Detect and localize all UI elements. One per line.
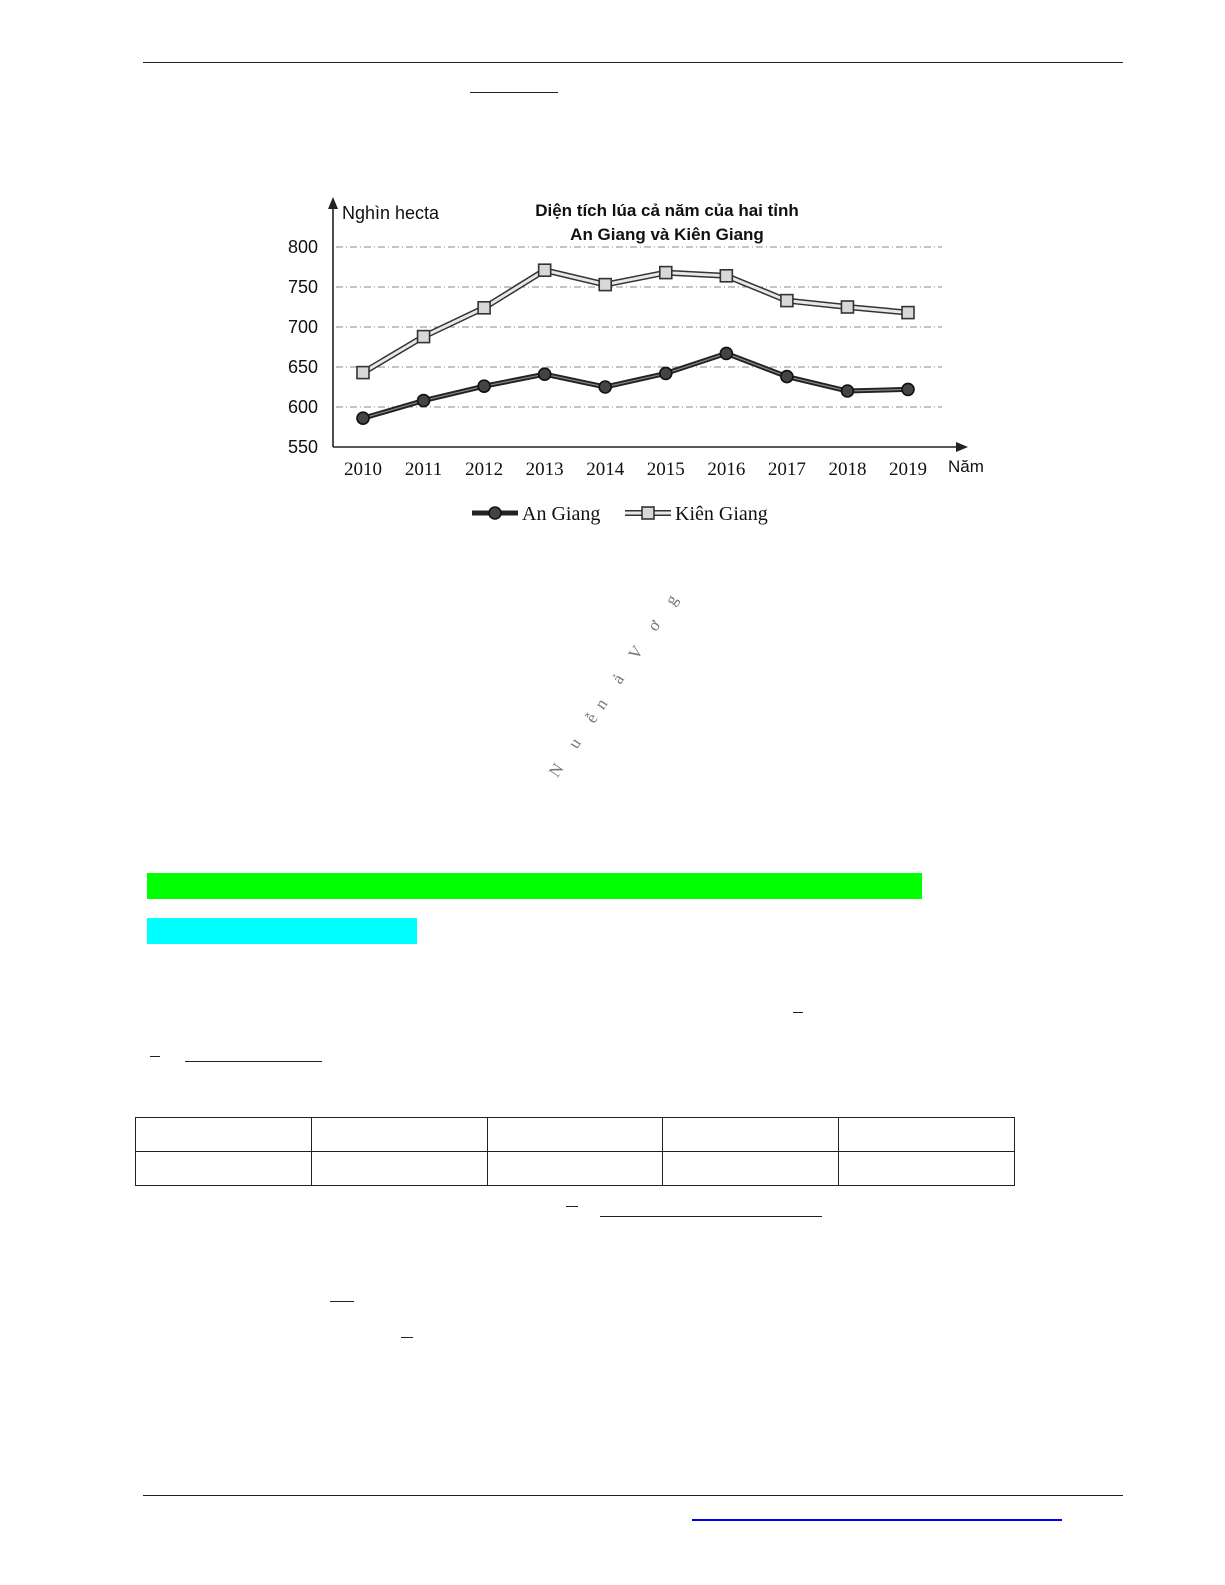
highlight-bar-cyan: [147, 918, 417, 944]
table-cell: [311, 1118, 487, 1152]
data-point: [841, 385, 853, 397]
legend-label: Kiên Giang: [675, 503, 768, 525]
blank-underline: [185, 1061, 322, 1062]
footer-link-underline[interactable]: [692, 1519, 1062, 1521]
legend-label: An Giang: [522, 503, 601, 525]
chart-subtitle: An Giang và Kiên Giang: [570, 225, 764, 244]
x-axis-arrow: [956, 442, 968, 452]
header-rule: [143, 62, 1123, 63]
data-point: [478, 302, 490, 314]
y-tick-label: 600: [287, 397, 318, 417]
data-point: [720, 270, 732, 282]
table-row: [136, 1118, 1015, 1152]
x-tick-label: 2012: [465, 459, 504, 480]
data-point: [418, 331, 430, 343]
data-point: [902, 383, 914, 395]
blank-underline: [600, 1216, 822, 1217]
y-tick-label: 650: [287, 357, 318, 377]
data-point: [599, 279, 611, 291]
data-point: [539, 368, 551, 380]
y-axis-label: Nghìn hecta: [342, 203, 440, 223]
series-line: [363, 270, 908, 372]
fraction-bar: [793, 1012, 803, 1013]
x-tick-label: 2016: [707, 459, 746, 480]
legend-marker: [642, 507, 654, 519]
fraction-bar: [401, 1337, 413, 1338]
data-point: [720, 347, 732, 359]
highlight-bar-green: [147, 873, 922, 899]
table-cell: [487, 1152, 663, 1186]
x-tick-label: 2013: [525, 459, 564, 480]
data-point: [418, 395, 430, 407]
x-tick-label: 2019: [889, 459, 927, 480]
series-line-inner: [363, 353, 908, 418]
table-cell: [136, 1118, 312, 1152]
data-table: [135, 1117, 1015, 1186]
x-axis-label: Năm: [948, 457, 984, 476]
table-cell: [839, 1118, 1015, 1152]
data-point: [781, 371, 793, 383]
data-point: [357, 367, 369, 379]
footer-rule: [143, 1495, 1123, 1496]
y-tick-label: 550: [287, 437, 318, 457]
table-cell: [839, 1152, 1015, 1186]
fraction-bar: [330, 1301, 354, 1302]
x-tick-label: 2017: [767, 459, 806, 480]
fraction-bar: [566, 1206, 578, 1207]
x-tick-label: 2018: [828, 459, 867, 480]
y-axis-arrow: [328, 197, 338, 209]
grid-lines: [336, 247, 942, 407]
y-tick-label: 700: [287, 317, 318, 337]
y-tick-label: 750: [287, 277, 318, 297]
legend: [472, 503, 768, 525]
x-tick-label: 2010: [344, 459, 382, 480]
y-tick-label: 800: [287, 237, 318, 257]
table-row: [136, 1152, 1015, 1186]
table-cell: [311, 1152, 487, 1186]
data-point: [841, 301, 853, 313]
data-point: [902, 307, 914, 319]
series-line-outline: [363, 270, 908, 372]
legend-marker: [489, 507, 501, 519]
data-point: [660, 367, 672, 379]
data-point: [660, 267, 672, 279]
x-tick-label: 2011: [404, 459, 443, 480]
x-tick-labels: [344, 459, 927, 480]
x-tick-label: 2014: [586, 459, 625, 480]
table-cell: [663, 1152, 839, 1186]
fraction-bar: [150, 1056, 160, 1057]
watermark-text: N u ễn ả V ơ g: [545, 583, 687, 781]
line-chart: [270, 185, 1000, 540]
data-point: [478, 380, 490, 392]
table-cell: [663, 1118, 839, 1152]
data-point: [781, 295, 793, 307]
series: [357, 264, 914, 424]
blank-underline: [470, 92, 558, 93]
chart-title: Diện tích lúa cả năm của hai tỉnh: [535, 201, 799, 220]
data-point: [599, 381, 611, 393]
table-cell: [136, 1152, 312, 1186]
table-cell: [487, 1118, 663, 1152]
y-tick-labels: [288, 237, 318, 457]
x-tick-label: 2015: [646, 459, 685, 480]
data-point: [539, 264, 551, 276]
data-point: [357, 412, 369, 424]
